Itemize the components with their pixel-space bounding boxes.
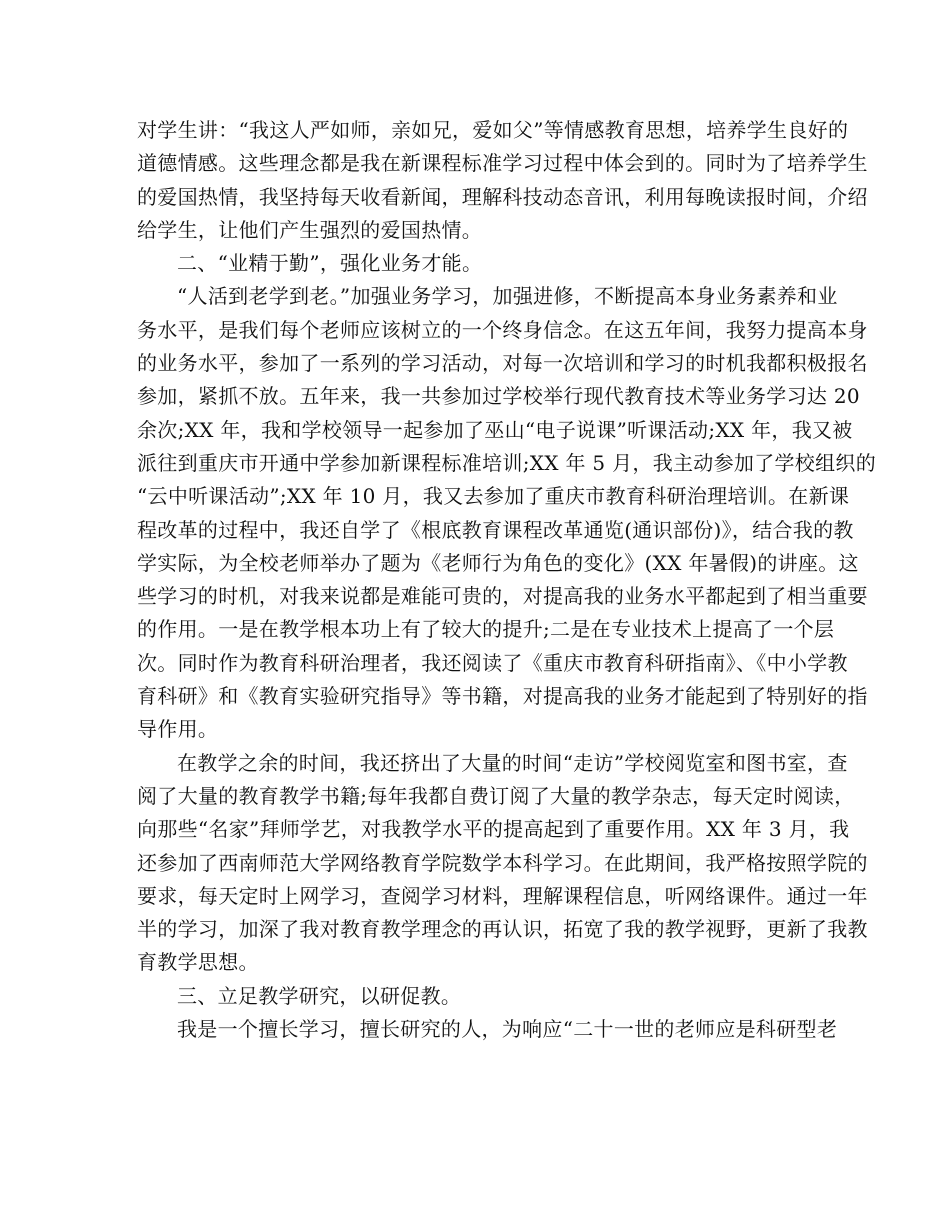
text-line: 学实际，为全校老师举办了题为《老师行为角色的变化》(XX 年暑假)的讲座。这 xyxy=(137,550,859,575)
text-line: 半的学习，加深了我对教育教学理念的再认识，拓宽了我的教学视野，更新了我教 xyxy=(137,917,868,942)
text-line: 对学生讲：“我这人严如师，亲如兄，爱如父”等情感教育思想，培养学生良好的 xyxy=(137,118,849,142)
text-line: 余次;XX 年，我和学校领导一起参加了巫山“电子说课”听课活动;XX 年，我又被 xyxy=(137,417,853,442)
text-line: 道德情感。这些理念都是我在新课程标准学习过程中体会到的。同时为了培养学生 xyxy=(137,151,868,176)
text-line: 些学习的时机，对我来说都是难能可贵的，对提高我的业务水平都起到了相当重要 xyxy=(137,584,868,609)
text-line: 三、立足教学研究，以研促教。 xyxy=(177,983,462,1008)
text-line: 向那些“名家”拜师学艺，对我教学水平的提高起到了重要作用。XX 年 3 月，我 xyxy=(137,817,850,842)
text-line: 派往到重庆市开通中学参加新课程标准培训;XX 年 5 月，我主动参加了学校组织的 xyxy=(137,450,877,475)
text-line: 育教学思想。 xyxy=(137,950,259,975)
text-line: 的爱国热情，我坚持每天收看新闻，理解科技动态音讯，利用每晚读报时间，介绍 xyxy=(137,184,868,209)
text-line: 给学生，让他们产生强烈的爱国热情。 xyxy=(137,217,483,242)
text-line: “云中听课活动”;XX 年 10 月，我又去参加了重庆市教育科研治理培训。在新课 xyxy=(137,484,850,509)
text-line: 参加，紧抓不放。五年来，我一共参加过学校举行现代教育技术等业务学习达 20 xyxy=(137,384,860,409)
text-line: 阅了大量的教育教学书籍;每年我都自费订阅了大量的教学杂志，每天定时阅读， xyxy=(137,783,855,808)
text-line: 我是一个擅长学习，擅长研究的人，为响应“二十一世的老师应是科研型老 xyxy=(177,1017,838,1042)
text-line: 二、“业精于勤”，强化业务才能。 xyxy=(177,251,483,276)
text-line: 导作用。 xyxy=(137,717,219,742)
text-line: 次。同时作为教育科研治理者，我还阅读了《重庆市教育科研指南》、《中小学教 xyxy=(137,650,848,675)
text-line: 在教学之余的时间，我还挤出了大量的时间“走访”学校阅览室和图书室，查 xyxy=(177,750,848,775)
text-line: 要求，每天定时上网学习，查阅学习材料，理解课程信息，听网络课件。通过一年 xyxy=(137,883,868,908)
text-line: 还参加了西南师范大学网络教育学院数学本科学习。在此期间，我严格按照学院的 xyxy=(137,850,868,875)
text-line: 程改革的过程中，我还自学了《根底教育课程改革通览(通识部份)》，结合我的教 xyxy=(137,517,854,542)
text-line: “人活到老学到老。”加强业务学习，加强进修，不断提高本身业务素养和业 xyxy=(177,284,838,309)
text-line: 的业务水平，参加了一系列的学习活动，对每一次培训和学习的时机我都积极报名 xyxy=(137,351,868,376)
document-page xyxy=(137,114,877,1046)
text-line: 的作用。一是在教学根本功上有了较大的提升;二是在专业技术上提高了一个层 xyxy=(137,617,835,642)
text-line: 育科研》和《教育实验研究指导》等书籍，对提高我的业务才能起到了特别好的指 xyxy=(137,684,868,709)
text-line: 务水平，是我们每个老师应该树立的一个终身信念。在这五年间，我努力提高本身 xyxy=(137,317,868,342)
